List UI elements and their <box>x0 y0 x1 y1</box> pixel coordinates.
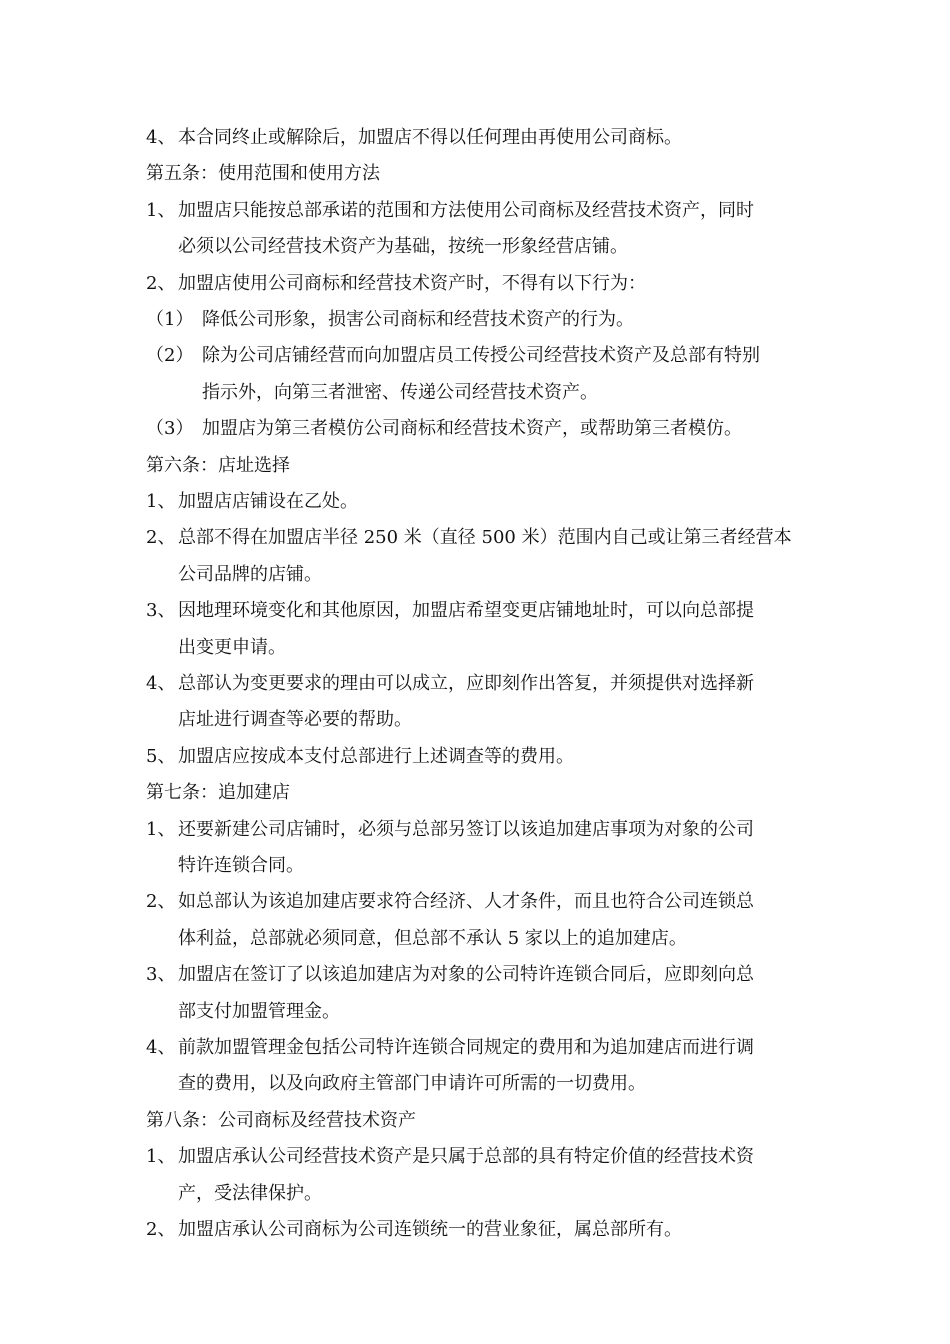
clause-number: 2、 <box>146 891 176 913</box>
clause-text: 加盟店店铺设在乙处。 <box>178 491 358 512</box>
clause-text: 加盟店承认公司经营技术资产是只属于总部的具有特定价值的经营技术资 <box>178 1146 754 1168</box>
clause-text: 总部认为变更要求的理由可以成立，应即刻作出答复，并须提供对选择新 <box>178 673 754 694</box>
clause-text: 降低公司形象，损害公司商标和经营技术资产的行为。 <box>202 309 634 330</box>
clause-text: 加盟店只能按总部承诺的范围和方法使用公司商标及经营技术资产，同时 <box>178 199 754 221</box>
clause-number: 1、 <box>146 199 176 221</box>
clause-text: 因地理环境变化和其他原因，加盟店希望变更店铺地址时，可以向总部提 <box>178 600 754 622</box>
clause-number: （2） <box>146 345 194 367</box>
clause-text: 加盟店承认公司商标为公司连锁统一的营业象征，属总部所有。 <box>178 1219 682 1240</box>
clause-text: 如总部认为该追加建店要求符合经济、人才条件，而且也符合公司连锁总 <box>178 891 754 913</box>
clause-number: 3、 <box>146 964 176 986</box>
clause-continuation: 特许连锁合同。 <box>178 855 304 876</box>
clause-text: 总部不得在加盟店半径 250 米（直径 500 米）范围内自己或让第三者经营本 <box>178 527 792 549</box>
clause-number: 2、 <box>146 272 176 294</box>
section-heading: 第五条：使用范围和使用方法 <box>146 163 380 185</box>
clause-continuation: 部支付加盟管理金。 <box>178 1000 340 1022</box>
clause-continuation: 查的费用，以及向政府主管部门申请许可所需的一切费用。 <box>178 1073 646 1095</box>
clause-text: 加盟店在签订了以该追加建店为对象的公司特许连锁合同后，应即刻向总 <box>178 964 754 986</box>
clause-continuation: 公司品牌的店铺。 <box>178 563 322 585</box>
section-heading: 第七条：追加建店 <box>146 782 290 804</box>
section-heading: 第八条：公司商标及经营技术资产 <box>146 1109 416 1131</box>
clause-text: 本合同终止或解除后，加盟店不得以任何理由再使用公司商标。 <box>178 127 682 148</box>
clause-number: 2、 <box>146 527 176 549</box>
clause-continuation: 体利益，总部就必须同意，但总部不承认 5 家以上的追加建店。 <box>178 927 687 949</box>
clause-text: 加盟店为第三者模仿公司商标和经营技术资产，或帮助第三者模仿。 <box>202 418 742 440</box>
clause-continuation: 产，受法律保护。 <box>178 1182 322 1204</box>
clause-continuation: 出变更申请。 <box>178 636 286 658</box>
clause-text: 除为公司店铺经营而向加盟店员工传授公司经营技术资产及总部有特别 <box>202 345 760 367</box>
clause-number: 4、 <box>146 673 176 694</box>
section-heading: 第六条：店址选择 <box>146 454 290 476</box>
clause-number: （1） <box>146 309 194 330</box>
clause-continuation: 必须以公司经营技术资产为基础，按统一形象经营店铺。 <box>178 236 628 258</box>
clause-number: 1、 <box>146 1146 176 1168</box>
clause-number: 4、 <box>146 1037 176 1058</box>
clause-text: 前款加盟管理金包括公司特许连锁合同规定的费用和为追加建店而进行调 <box>178 1037 754 1058</box>
clause-text: 还要新建公司店铺时，必须与总部另签订以该追加建店事项为对象的公司 <box>178 818 754 840</box>
clause-number: 5、 <box>146 745 176 767</box>
clause-number: 1、 <box>146 491 176 512</box>
clause-continuation: 指示外，向第三者泄密、传递公司经营技术资产。 <box>202 381 598 403</box>
clause-text: 加盟店使用公司商标和经营技术资产时，不得有以下行为： <box>178 272 646 294</box>
clause-number: 1、 <box>146 818 176 840</box>
clause-text: 加盟店应按成本支付总部进行上述调查等的费用。 <box>178 745 574 767</box>
clause-number: （3） <box>146 418 194 440</box>
clause-number: 2、 <box>146 1219 176 1240</box>
clause-number: 4、 <box>146 127 176 148</box>
clause-continuation: 店址进行调查等必要的帮助。 <box>178 709 412 731</box>
clause-number: 3、 <box>146 600 176 622</box>
